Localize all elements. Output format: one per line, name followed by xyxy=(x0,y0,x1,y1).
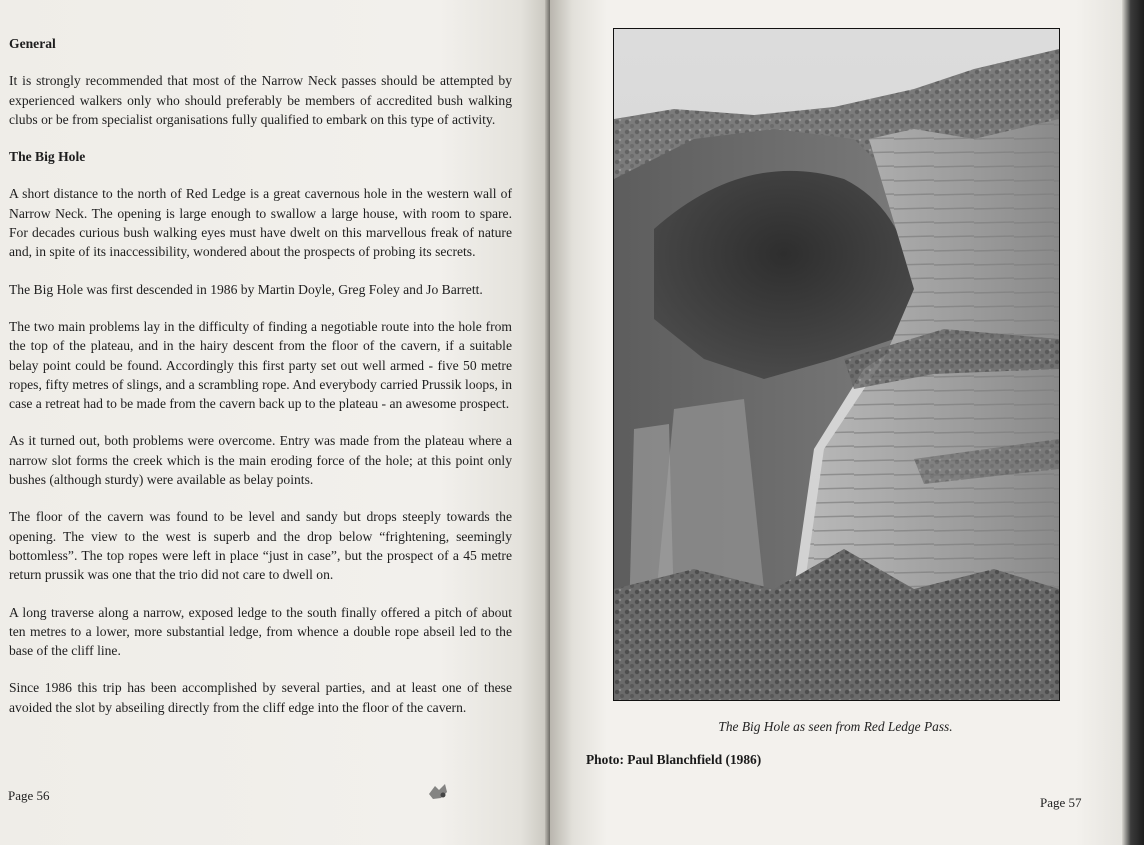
paragraph-big-hole-5: The floor of the cavern was found to be level and sandy but drops steeply towards the opening. The view to the west is superb and the drop below “frightening, seemingly bottomless”. The top ropes were left in place “just in case”, but the prospect of a 45 metre return prussik was one that the trio did not care to dwell on. xyxy=(9,509,512,583)
photo-caption: The Big Hole as seen from Red Ledge Pass. xyxy=(718,719,953,734)
paragraph-big-hole-4: As it turned out, both problems were overcome. Entry was made from the plateau where a narrow slot forms the creek which is the main eroding force of the hole; at this point only bushes (although sturdy) were available as belay points. xyxy=(9,433,512,488)
heading-general: General xyxy=(9,36,56,51)
paragraph-big-hole-3: The two main problems lay in the difficulty of finding a negotiable route into the hole from the top of the plateau, and in the hairy descent from the floor of the cavern, if a suitable belay point could be found. Accordingly this first party set out well armed - five 50 metre ropes, fifty metres of slings, and a scrambling rope. And everybody carried Prussik loops, in case a retreat had to be made from the cavern back up to the plateau - an awesome prospect. xyxy=(9,318,512,412)
paragraph-big-hole-6: A long traverse along a narrow, exposed ledge to the south finally offered a pitch of about ten metres to a lower, more substantial ledge, from whence a double rope abseil led to the base of the cliff line. xyxy=(9,604,512,659)
photo-credit: Photo: Paul Blanchfield (1986) xyxy=(586,752,762,767)
book-right-edge xyxy=(1122,0,1144,845)
page-number-right: Page 57 xyxy=(1040,795,1082,810)
left-page xyxy=(0,0,548,845)
paragraph-big-hole-2: The Big Hole was first descended in 1986 by Martin Doyle, Greg Foley and Jo Barrett. xyxy=(9,281,483,297)
page-number-left: Page 56 xyxy=(8,788,50,803)
small-ink-mark xyxy=(425,780,451,802)
paragraph-general: It is strongly recommended that most of the Narrow Neck passes should be attempted by experienced walkers only who should preferably be members of accredited bush walking clubs or be from specialist organisations fully qualified to embark on this type of activity. xyxy=(9,73,512,127)
paragraph-big-hole-7: Since 1986 this trip has been accomplished by several parties, and at least one of these avoided the slot by abseiling directly from the cliff edge into the floor of the cavern. xyxy=(9,680,512,715)
paragraph-big-hole-1: A short distance to the north of Red Ledge is a great cavernous hole in the western wall of Narrow Neck. The opening is large enough to swallow a large house, with room to spare. For decades curious bush walking eyes must have dwelt on this marvellous freak of nature and, in spite of its inaccessibility, wondered about the prospects of probing its secrets. xyxy=(9,186,512,260)
cliff-photo-illustration xyxy=(614,29,1059,700)
cliff-photo xyxy=(613,28,1060,701)
left-text-block xyxy=(9,34,512,735)
heading-big-hole: The Big Hole xyxy=(9,149,86,165)
